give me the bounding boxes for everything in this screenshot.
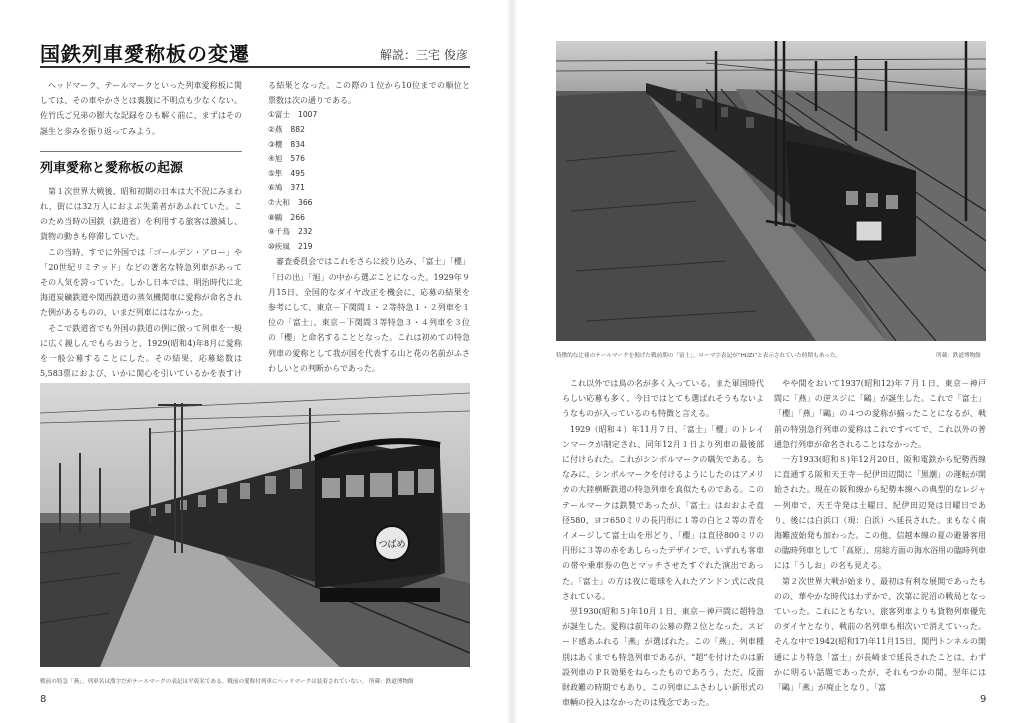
page-number-left: 8 — [40, 694, 47, 705]
column-4 — [774, 376, 986, 695]
col3-paragraph: 翌1930(昭和５)年10月１日、東京－神戸間に超特急が誕生した。愛称は前年の公募の際２位となった、スピード感あふれる「燕」が選ばれた。この「燕」、列車種別はあくまでも特急列車であるが、“超”を付けたのは新設列車のＰＲ効果をねらったものであろう。ただ、反面財政難の時期でもあり、この列車にふさわしい新形式の車輌の投入はなかったのは残念であった。 — [562, 607, 764, 708]
page-number-right: 9 — [980, 694, 987, 705]
col4-paragraph: 一方1933(昭和８)年12月20日、阪和電鉄から紀勢西線に直通する阪和天王寺－紀伊田辺間に「黒潮」の運転が開始された。現在の阪和線から紀勢本線への典型的なレジャー列車で、天王寺発は土曜日、紀伊田辺発は日曜日であり、後には白浜口（現：白浜）へ延長された。まもなく南海難波始発も加わった。この他、信越本線の夏の避暑客用の臨時列車として「高原」、房総方面の海水浴用の臨時列車には「うしお」の名も見える。 — [774, 455, 986, 571]
ranking-item: ⑧鷗 266 — [268, 212, 305, 222]
section-heading: 列車愛称と愛称板の起源 — [40, 160, 184, 176]
ranking-list — [268, 108, 470, 254]
photo-tsubame-train — [40, 383, 470, 667]
headboard-text: つばめ — [378, 540, 406, 550]
col2-paragraph: 審査委員会ではこれをさらに絞り込み、「富士」「櫻」「日の出」「旭」の中から選ぶことになった。1929年９月15日、全国的なダイヤ改正を機会に、応募の結果を参考にして、東京－下関間１・２等特急１・２列車を１位の「富士」、東京－下関間３等特急３・４列車を３位の「櫻」と命名することとなった。これは初めての特急列車の愛称として我が国を代表する山と花の名前がふさわしいとの判断からであった。 — [268, 257, 470, 373]
column-2 — [268, 78, 470, 376]
col1-paragraph: この当時、すでに外国では「ゴールデン・アロー」や「20世紀リミテッド」などの著名な特急列車があってその人気を誇っていた。しかし日本では、明治時代に北海道炭礦鉄道や関西鉄道の蒸気機関車に愛称が命名された例があるものの、いまだ列車にはなかった。 — [40, 247, 242, 318]
train-photo-illustration — [556, 41, 986, 341]
col1-paragraph: そこで鉄道省でも外国の鉄道の例に倣って列車を一般に広く親しんでもらおうと、1929(昭和4)年8月に愛称を一般公募することにした。その結果、応募総数は5,583票におよび、いかに関心を引いているかを表すけ — [40, 323, 242, 379]
ranking-item: ⑨千鳥 232 — [268, 227, 313, 237]
col1-paragraph: 第１次世界大戦後、昭和初期の日本は大不況にみまわれ、街には32万人におよぶ失業者があふれていた。このため当時の国鉄（鉄道省）を利用する旅客は激減し、貨物の動きも停滞していた。 — [40, 186, 242, 242]
column-1 — [40, 78, 242, 397]
section-rule — [40, 151, 242, 152]
intro-paragraph: ヘッドマーク、テールマークといった列車愛称板に関しては、その車やかさとは裏腹に不明点も少なくない。佐竹氏ご兄弟の膨大な記録をひも解く前に、まずはその誕生と歩みを振り返ってみよう。 — [40, 81, 242, 136]
col4-paragraph: やや間をおいて1937(昭和12)年７月１日、東京－神戸間に「燕」の逆スジに「鷗」が誕生した。これで「富士」「櫻」「燕」「鷗」の４つの愛称が揃ったことになるが、戦前の特別急行列車の愛称はこれですべてで、これ以外の普通急行列車が命名されることはなかった。 — [774, 379, 986, 449]
col2-lead: る結果となった。この際の１位から10位までの順位と票数は次の通りである。 — [268, 81, 470, 106]
ranking-item: ④旭 576 — [268, 154, 305, 164]
credit-right-photo: 所蔵：鉄道博物館 — [936, 353, 981, 359]
ranking-item: ③櫻 834 — [268, 139, 305, 149]
ranking-item: ①富士 1007 — [268, 110, 318, 120]
caption-right-photo: 特徴的な辻褄のテールマークを掲げた戦前期の「富士」。ローマ字表記が“HUZI”と表示されていた時期もあった。 — [556, 353, 842, 359]
ranking-item: ⑤隼 495 — [268, 168, 305, 178]
col4-paragraph: 第２次世界大戦が始まり、最初は有利な展開であったものの、華やかな時代はわずかで、次第に泥沼の戦局となっていった。これにともない、旅客列車よりも貨物列車優先のダイヤとなり、戦前の名列車も相次いで消えていった。そんな中で1942(昭和17)年11月15日、関門トンネルの開通により特急「富士」が長崎まで延長されたことは、わずかに明るい話題であったが、それもつかの間、翌年には「鷗」「燕」が廃止となり、「富 — [774, 576, 986, 693]
byline: 解説：三宅 俊彦 — [380, 48, 468, 62]
ranking-item: ⑩疾風 219 — [268, 241, 313, 251]
caption-left-photo: 戦前の特急「燕」。列車名は漢字だがテールマークの表記は平仮名である。戦前の愛称付列車にヘッドマークは装着されていない。 所蔵：鉄道博物館 — [40, 679, 414, 685]
ranking-item: ⑦大和 366 — [268, 197, 313, 207]
ranking-item: ②燕 882 — [268, 125, 305, 134]
title-rule — [40, 66, 470, 68]
ranking-item: ⑥鳩 371 — [268, 183, 305, 193]
photo-fuji-train — [556, 41, 986, 341]
column-3 — [562, 376, 764, 710]
train-photo-illustration — [40, 383, 470, 667]
col3-paragraph: これ以外では鳥の名が多く入っている。また軍国時代らしい応募も多く、今日ではとても選ばれそうもないようなものが入っているのも特徴と言える。 — [562, 379, 764, 419]
right-page — [512, 0, 1024, 723]
article-title: 国鉄列車愛称板の変遷 — [40, 42, 250, 66]
col3-paragraph: 1929（昭和４）年11月７日、「富士」「櫻」のトレインマークが制定され、同年12月１日より列車の最後部に付けられた。これがシンボルマークの嚆矢である。ちなみに、シンボルマークを付けるようにしたのはアメリカの大陸横断鉄道の特急列車を真似たものである。このテールマークは鉄製であったが、「富士」はおおよそ直径580、ヨコ650ミリの長円形に１等の白と２等の青をイメージして富士山を形どり、「櫻」は直径800ミリの円形に３等の赤をあしらったデザインで、いずれも客車の帯や乗車券の色とマッチさせたすぐれた演出であった。「富士」の方は夜に電球を入れたアンドン式に改良されている。 — [562, 424, 764, 601]
